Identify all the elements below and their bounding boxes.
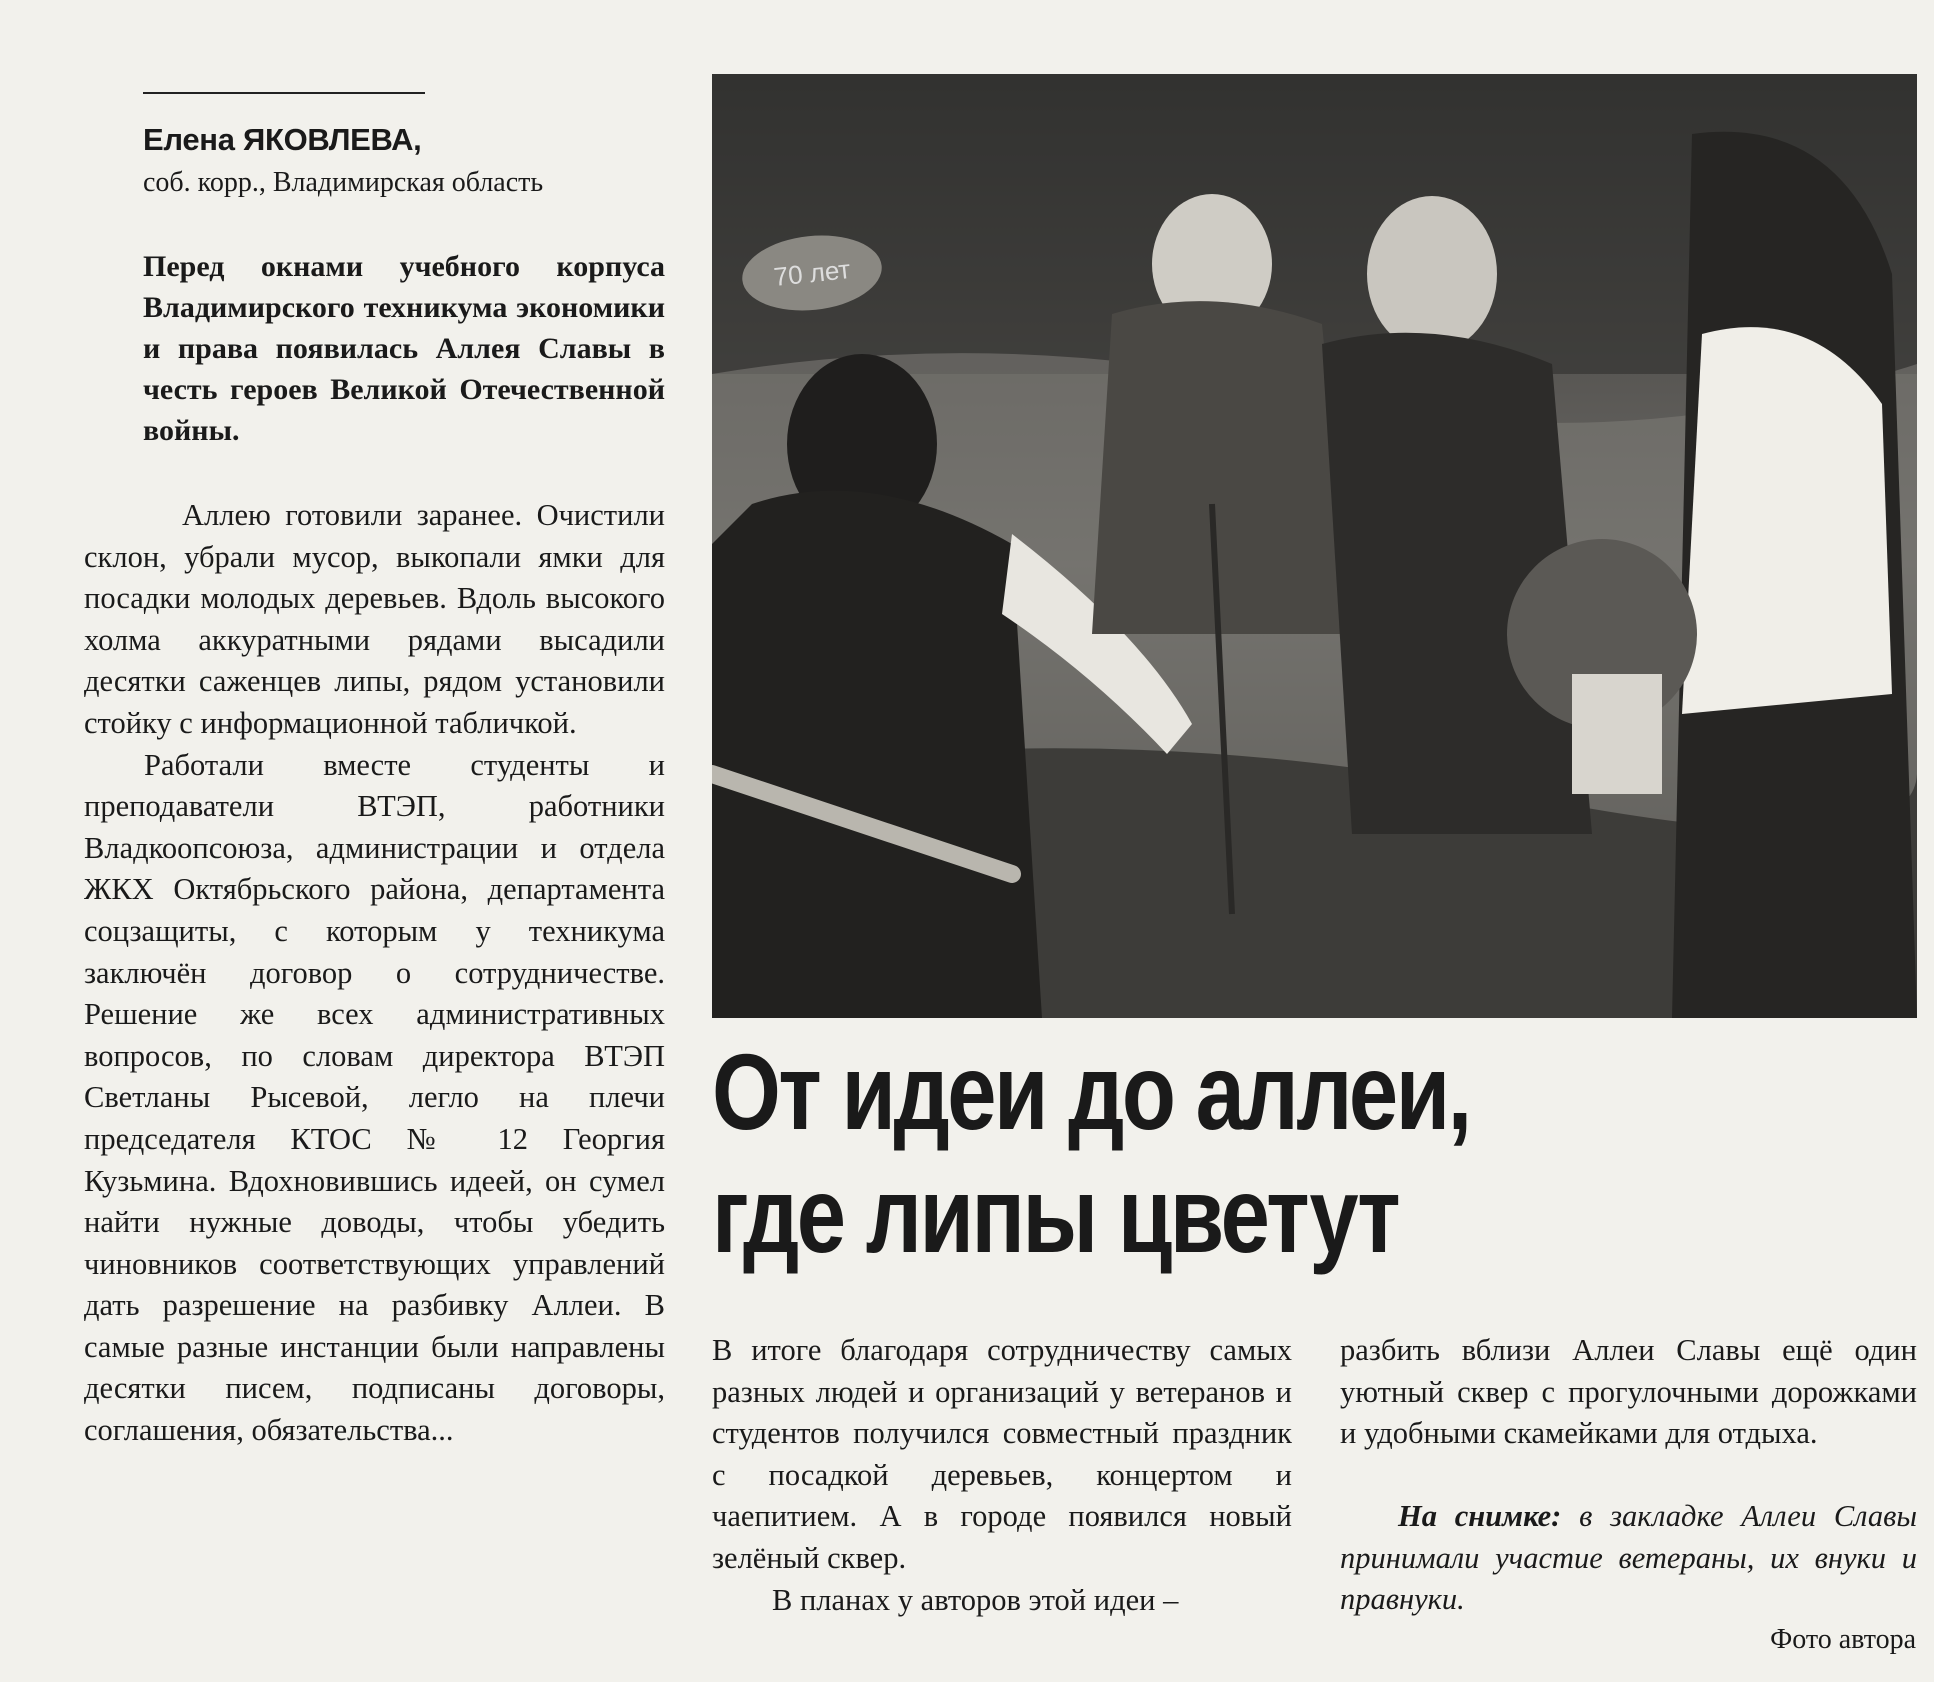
paragraph: В итоге благодаря сотрудничеству самых разных людей и организаций у ветеранов и студентов получился совместный праздник с посадкой деревьев, концертом и чаепитием. А в городе появился новый зелёный сквер.	[712, 1333, 1292, 1575]
text-column-3	[1340, 1330, 1917, 1455]
caption-text: в закладке Аллеи Славы принимали участие ветераны, их внуки и правнуки.	[1340, 1499, 1918, 1617]
article-lead: Перед окнами учебного корпуса Владимирского техникума экономики и права появилась Аллея Славы в честь героев Великой Отечественной войны.	[143, 250, 665, 447]
paragraph: Аллею готовили заранее. Очистили склон, убрали мусор, выкопали ямки для посадки молодых деревьев. Вдоль высокого холма аккуратными рядами высадили десятки саженцев липы, рядом установили стойку с информационной табличкой.	[84, 498, 665, 740]
text-column-1	[84, 495, 665, 1452]
paragraph: В планах у авторов этой идеи –	[772, 1582, 1179, 1617]
article-photo	[712, 74, 1917, 1018]
byline-rule	[143, 92, 425, 94]
paragraph: Работали вместе студенты и преподаватели ВТЭП, работники Владкоопсоюза, администрации и отдела ЖКХ Октябрьского района, департамента соцзащиты, с которым у техникума заключён договор о сотрудничестве. Решение же всех административных вопросов, по словам директора ВТЭП Светланы Рысевой, легло на плечи председателя КТОС № 12 Георгия Кузьмина. Вдохновившись идеей, он сумел найти нужные доводы, чтобы убедить чиновников соответствующих управлений дать разрешение на разбивку Аллеи. В самые разные инстанции были направлены десятки писем, подписаны договоры, соглашения, обязательства...	[84, 747, 665, 1448]
text-column-2	[712, 1330, 1292, 1621]
photo-caption	[1340, 1496, 1917, 1621]
author-role: соб. корр., Владимирская область	[143, 167, 544, 198]
photo-illustration	[712, 74, 1917, 1018]
photo-credit: Фото автора	[1770, 1624, 1916, 1655]
headline	[712, 1030, 1696, 1276]
headline-line: где липы цветут	[712, 1154, 1399, 1275]
author-name: Елена ЯКОВЛЕВА,	[143, 122, 422, 157]
photo-sign: 70 лет	[739, 229, 886, 317]
headline-line: От идеи до аллеи,	[712, 1031, 1470, 1152]
caption-label: На снимке:	[1398, 1499, 1562, 1533]
paragraph: разбить вблизи Аллеи Славы ещё один уютный сквер с прогулочными дорожками и удобными скамейками для отдыха.	[1340, 1333, 1917, 1451]
